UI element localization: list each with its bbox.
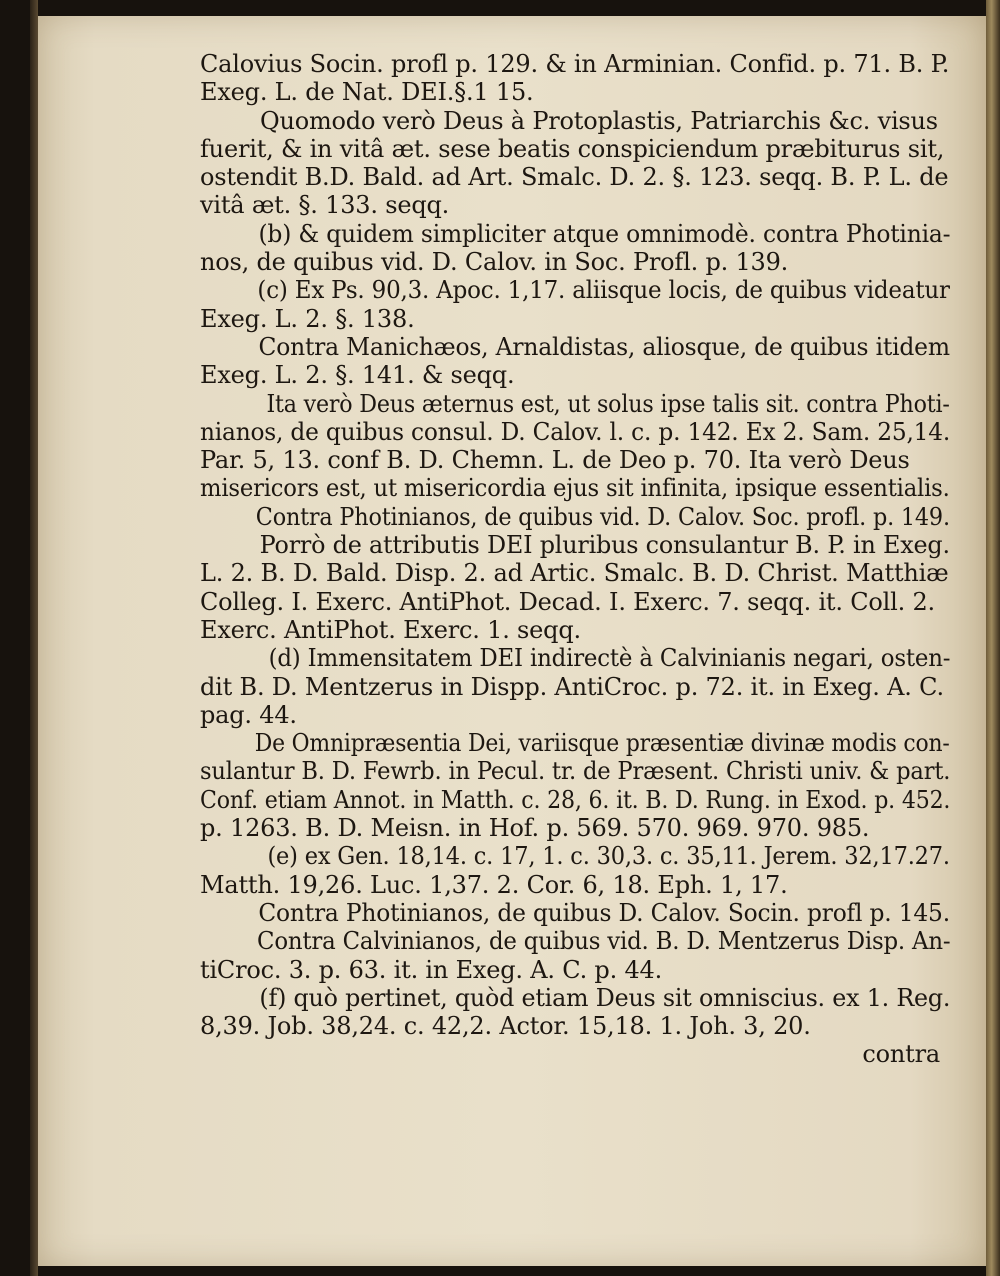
page-left-edge (30, 0, 38, 1276)
footnote-b: (b) & quidem simpliciter atque omnimodè. contra Photinia- (258, 219, 951, 248)
text-line: tiCroc. 3. p. 63. it. in Exeg. A. C. p. 44. (200, 955, 663, 984)
text-line: Exeg. L. 2. §. 138. (200, 304, 415, 333)
text-line: De Omnipræsentia Dei, variisque præsentiæ divinæ modis con- (254, 729, 950, 758)
footnote-f: (f) quò pertinet, quòd etiam Deus sit omniscius. ex 1. Reg. (259, 983, 951, 1012)
text-line: Exeg. L. 2. §. 141. & seqq. (200, 361, 515, 390)
text-line: Contra Photinianos, de quibus vid. D. Calov. Soc. profl. p. 149. (255, 502, 950, 531)
text-line: Contra Manichæos, Arnaldistas, aliosque, de quibus itidem (258, 332, 950, 361)
text-line: Ita verò Deus æternus est, ut solus ipse talis sit. contra Photi- (266, 389, 950, 418)
text-line: fuerit, & in vitâ æt. sese beatis conspiciendum præbiturus sit, (200, 134, 945, 163)
text-line: Par. 5, 13. conf B. D. Chemn. L. de Deo p. 70. Ita verò Deus (200, 446, 910, 475)
text-line: 8,39. Job. 38,24. c. 42,2. Actor. 15,18. 1. Joh. 3, 20. (200, 1012, 811, 1041)
text-line: dit B. D. Mentzerus in Dispp. AntiCroc. p. 72. it. in Exeg. A. C. (200, 672, 944, 701)
footnote-d: (d) Immensitatem DEI indirectè à Calvinianis negari, osten- (268, 644, 951, 673)
footnote-e: (e) ex Gen. 18,14. c. 17, 1. c. 30,3. c. 35,11. Jerem. 32,17.27. (267, 842, 950, 871)
text-line: Matth. 19,26. Luc. 1,37. 2. Cor. 6, 18. Eph. 1, 17. (200, 870, 788, 899)
text-line: Colleg. I. Exerc. AntiPhot. Decad. I. Exerc. 7. seqq. it. Coll. 2. (200, 587, 935, 616)
text-line: nos, de quibus vid. D. Calov. in Soc. Profl. p. 139. (200, 248, 789, 277)
text-line: Contra Photinianos, de quibus D. Calov. Socin. profl p. 145. (258, 898, 950, 927)
text-line: Conf. etiam Annot. in Matth. c. 28, 6. it. B. D. Rung. in Exod. p. 452. (200, 785, 951, 814)
text-line: Contra Calvinianos, de quibus vid. B. D. Mentzerus Disp. An- (257, 927, 951, 956)
text-line: Exerc. AntiPhot. Exerc. 1. seqq. (200, 615, 581, 644)
page-right-edge (986, 0, 1000, 1276)
text-line: p. 1263. B. D. Meisn. in Hof. p. 569. 570. 969. 970. 985. (200, 814, 870, 843)
text-line: vitâ æt. §. 133. seqq. (200, 191, 450, 220)
page-text-block (200, 50, 950, 1069)
text-line: L. 2. B. D. Bald. Disp. 2. ad Artic. Smalc. B. D. Christ. Matthiæ (200, 559, 949, 588)
text-line: Porrò de attributis DEI pluribus consulantur B. P. in Exeg. (259, 531, 950, 560)
text-line: nianos, de quibus consul. D. Calov. l. c. p. 142. Ex 2. Sam. 25,14. (200, 417, 951, 446)
text-line: sulantur B. D. Fewrb. in Pecul. tr. de Præsent. Christi univ. & part. (200, 757, 951, 786)
text-line: Quomodo verò Deus à Protoplastis, Patriarchis &c. visus (260, 106, 938, 135)
text-line: Exeg. L. de Nat. DEI.§.1 15. (200, 78, 534, 107)
footnote-c: (c) Ex Ps. 90,3. Apoc. 1,17. aliisque locis, de quibus videatur (257, 276, 950, 305)
text-line: pag. 44. (200, 700, 297, 729)
text-line: misericors est, ut misericordia ejus sit infinita, ipsique essentialis. (200, 474, 950, 503)
text-line: Calovius Socin. profl p. 129. & in Arminian. Confid. p. 71. B. P. (200, 50, 950, 78)
text-line: ostendit B.D. Bald. ad Art. Smalc. D. 2. §. 123. seqq. B. P. L. de (200, 163, 949, 192)
catchword: contra (862, 1040, 940, 1069)
